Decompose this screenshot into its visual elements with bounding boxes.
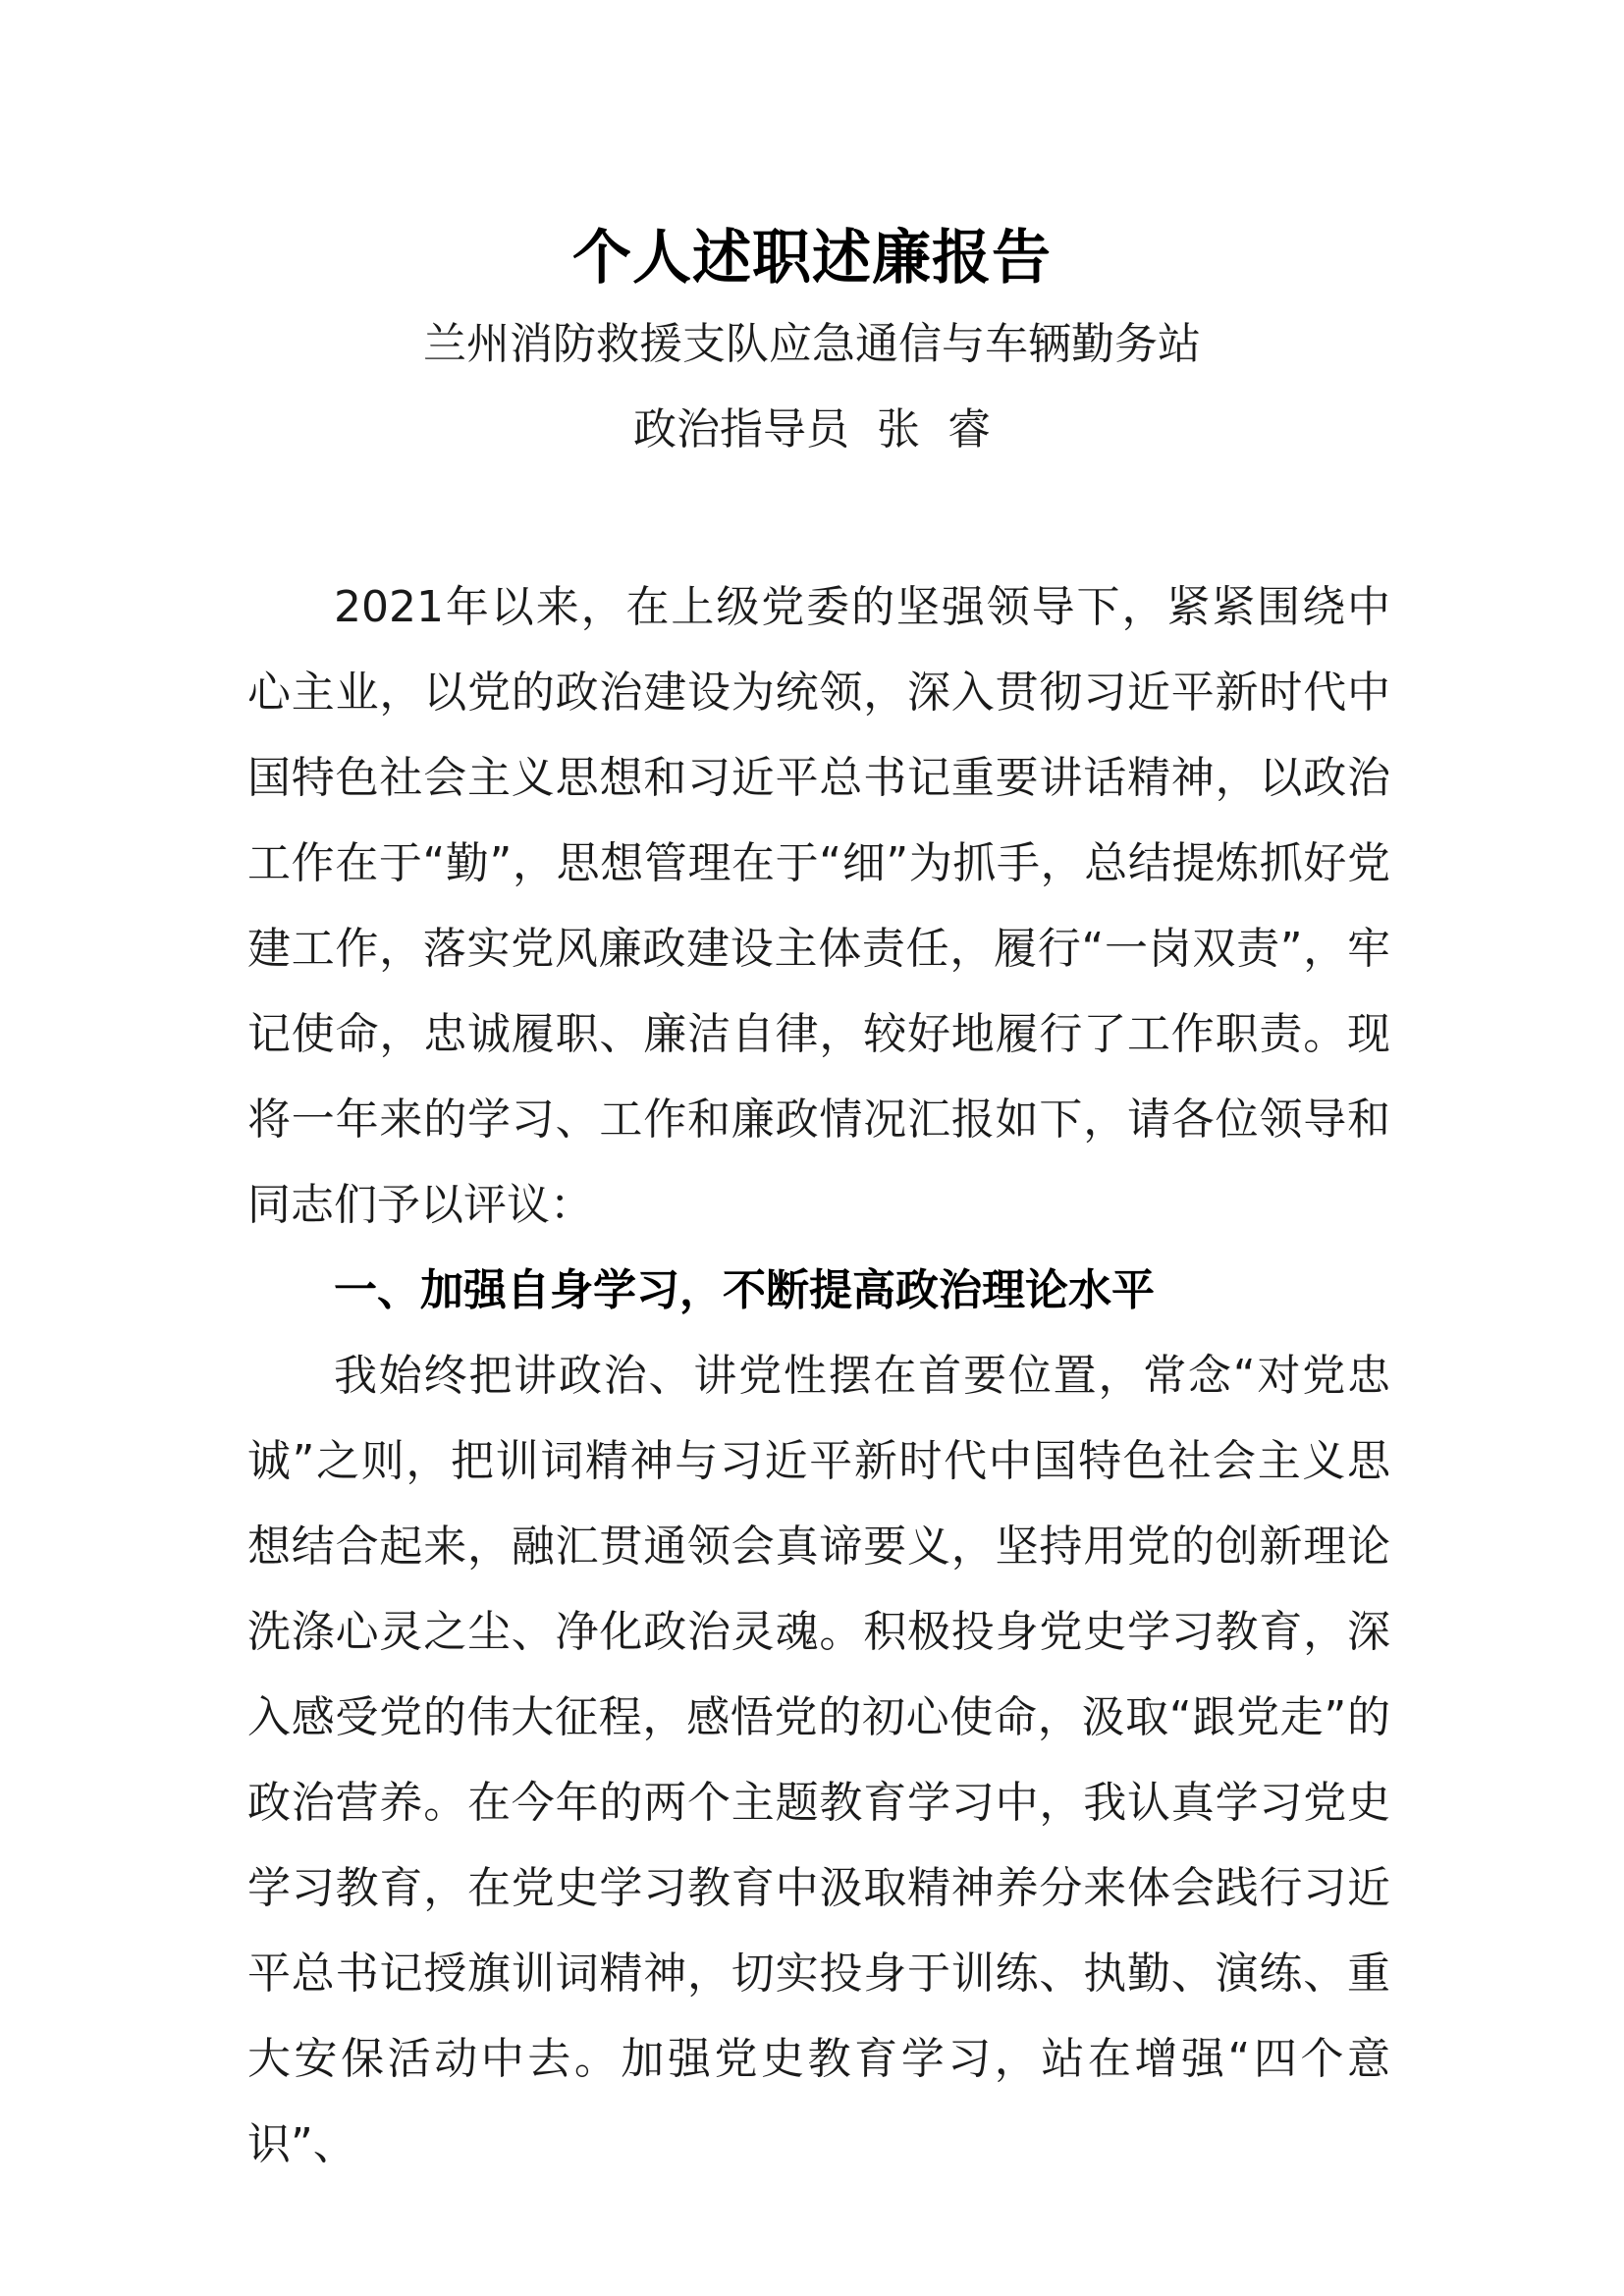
section-1-heading: 一、加强自身学习，不断提高政治理论水平 <box>334 1265 1155 1315</box>
document-title: 个人述职述廉报告 <box>572 224 1052 293</box>
document-body <box>247 564 1390 2187</box>
document-author: 政治指导员 张 睿 <box>633 404 991 454</box>
section-1-paragraph: 我始终把讲政治、讲党性摆在首要位置，常念“对党忠诚”之则，把训词精神与习近平新时代中国特色社会主义思想结合起来，融汇贯通领会真谛要义，坚持用党的创新理论洗涤心灵之尘、净化政治灵魂。积极投身党史学习教育，深入感受党的伟大征程，感悟党的初心使命，汲取“跟党走”的政治营养。在今年的两个主题教育学习中，我认真学习党史学习教育，在党史学习教育中汲取精神养分来体会践行习近平总书记授旗训词精神，切实投身于训练、执勤、演练、重大安保活动中去。加强党史教育学习，站在增强“四个意识”、 <box>247 1351 1390 2169</box>
intro-paragraph: 2021年以来，在上级党委的坚强领导下，紧紧围绕中心主业，以党的政治建设为统领，深入贯彻习近平新时代中国特色社会主义思想和习近平总书记重要讲话精神，以政治工作在于“勤”，思想管理在于“细”为抓手，总结提炼抓好党建工作，落实党风廉政建设主体责任，履行“一岗双责”，牢记使命，忠诚履职、廉洁自律，较好地履行了工作职责。现将一年来的学习、工作和廉政情况汇报如下，请各位领导和同志们予以评议： <box>247 582 1390 1230</box>
document-subtitle: 兰州消防救援支队应急通信与车辆勤务站 <box>423 319 1201 369</box>
